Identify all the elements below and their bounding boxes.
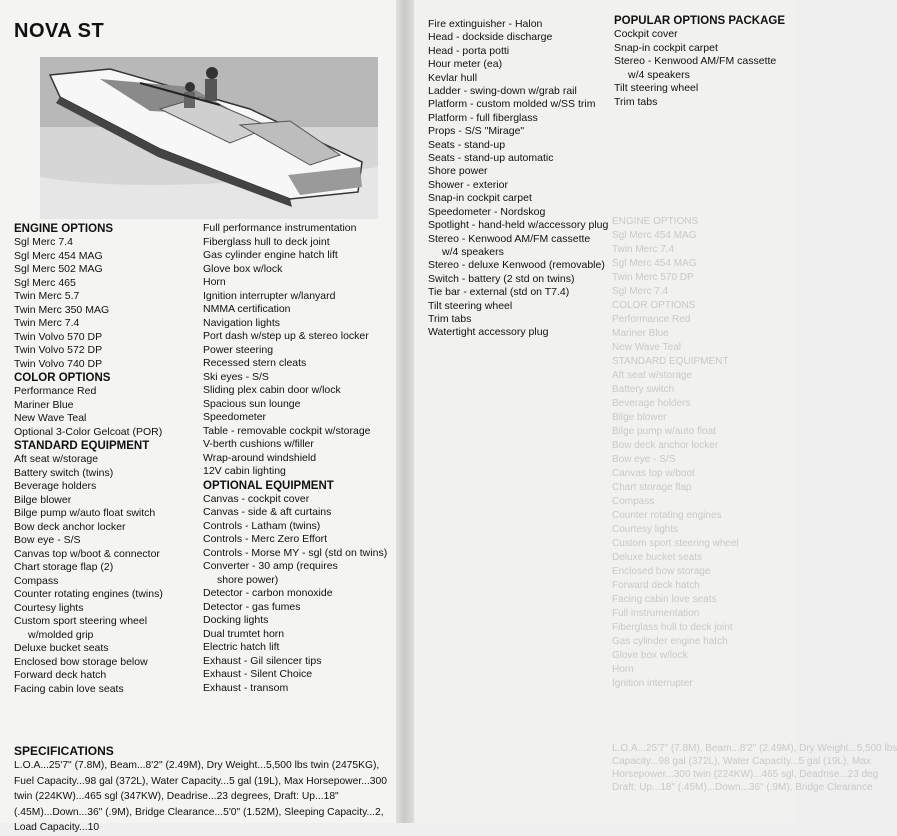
list-item: Ladder - swing-down w/grab rail [428,85,577,98]
list-item: Trim tabs [614,95,658,108]
popular-options-heading: POPULAR OPTIONS PACKAGE [614,15,786,27]
list-item: Aft seat w/storage [14,453,99,465]
list-item: Speedometer [203,411,267,423]
list-item: Detector - gas fumes [203,600,301,613]
standard-equipment-list-2 [203,222,387,479]
list-item: Battery switch (twins) [14,466,114,479]
list-item: Canvas - side & aft curtains [203,506,332,518]
engine-options-heading: ENGINE OPTIONS [14,223,114,235]
page-gutter [396,0,414,823]
list-item: Detector - carbon monoxide [203,587,333,599]
engine-options-list [14,236,163,371]
list-item: Ignition interrupter w/lanyard [203,289,336,302]
list-item: Gas cylinder engine hatch lift [203,249,338,261]
list-item: w/4 speakers [442,245,504,258]
list-item: Dual trumtet horn [203,627,285,640]
list-item: Glove box w/lock [203,262,283,275]
standard-equipment-heading: STANDARD EQUIPMENT [14,440,150,452]
specifications-heading: SPECIFICATIONS [14,744,114,758]
list-item: Snap-in cockpit carpet [428,192,532,205]
list-item: Counter rotating engines (twins) [14,588,163,600]
list-item: Twin Merc 7.4 [14,317,80,329]
list-item: Stereo - Kenwood AM/FM cassette [428,232,591,245]
list-item: Kevlar hull [428,71,478,84]
list-item: Sgl Merc 502 MAG [14,263,103,275]
bleed-through-text: ENGINE OPTIONS Sgl Merc 454 MAG Twin Merc 7.4 Sgl Merc 454 MAG Twin Merc 570 DP Sgl Merc 7.4 COLOR OPTIONS Performance Red Mariner Blue New Wave Teal STANDARD EQUIPMENT Aft seat w/storage Battery switch Beverage holders Bilge blower Bilge pump w/auto float Bow deck anchor locker Bow eye - S/S Canvas top w/boot Chart storage flap Compass Counter rotating engines Courtesy lights Custom sport steering wheel Deluxe bucket seats Enclosed bow storage Forward deck hatch Facing cabin love seats Full instrumentation Fiberglass hull to deck joint Gas cylinder engine hatch Glove box w/lock Horn Ignition interrupter [612,216,739,689]
color-options-list [14,385,163,439]
list-item: Courtesy lights [14,601,84,614]
list-item: Exhaust - transom [203,681,289,694]
list-item: Bow eye - S/S [14,534,81,546]
specifications-text: L.O.A...25'7" (7.8M), Beam...8'2" (2.49M), Dry Weight...5,500 lbs twin (2475KG), Fuel Capacity...98 gal (372L), Water Capacity...5 gal (19L), Max Horsepower...300 twin (224KW)...465 sgl (347KW), Deadrise...23 degrees, Draft: Up...18" (.45M)...Down...36" (.9M), Bridge Clearance...5'0" (1.52M), Sleeping Capacity...2, Load Capacity...10 [14,760,387,833]
list-item: Speedometer - Nordskog [428,205,546,218]
list-item: Cockpit cover [614,28,678,40]
list-item: Port dash w/step up & stereo locker [203,330,369,342]
list-item: Seats - stand-up automatic [428,152,554,165]
list-item: Sgl Merc 454 MAG [14,249,103,262]
list-item: Navigation lights [203,316,281,329]
list-item: Ski eyes - S/S [203,370,269,383]
list-item: Stereo - Kenwood AM/FM cassette [614,55,777,67]
list-item: Stereo - deluxe Kenwood (removable) [428,259,605,272]
list-item: Docking lights [203,614,269,626]
list-item: w/molded grip [28,628,94,641]
middle-column [203,222,387,695]
list-item: Shore power [428,165,488,178]
list-item: Spacious sun lounge [203,397,301,410]
list-item: Twin Merc 350 MAG [14,303,110,316]
right-column-options [428,18,608,340]
popular-options-list [614,28,785,109]
specifications-section [14,744,394,836]
optional-equipment-list-2 [428,18,608,340]
list-item: Head - dockside discharge [428,31,553,44]
list-item: Tilt steering wheel [428,299,513,312]
list-item: Platform - custom molded w/SS trim [428,98,596,111]
list-item: Performance Red [14,385,97,397]
list-item: Controls - Morse MY - sgl (std on twins) [203,546,388,559]
list-item: Spotlight - hand-held w/accessory plug [428,219,609,232]
list-item: Exhaust - Silent Choice [203,668,313,680]
optional-equipment-list-1 [203,493,387,696]
list-item: Compass [14,574,59,587]
list-item: Power steering [203,343,274,356]
list-item: Beverage holders [14,480,97,492]
color-options-heading: COLOR OPTIONS [14,372,111,384]
standard-equipment-list-1 [14,453,163,696]
list-item: shore power) [217,573,279,586]
list-item: Converter - 30 amp (requires [203,560,338,572]
list-item: Shower - exterior [428,178,508,191]
list-item: Chart storage flap (2) [14,561,114,573]
list-item: Tilt steering wheel [614,82,699,94]
list-item: Seats - stand-up [428,138,506,151]
list-item: Twin Volvo 740 DP [14,357,103,370]
list-item: Snap-in cockpit carpet [614,41,718,54]
boat-photo [40,57,378,219]
list-item: Electric hatch lift [203,641,280,653]
list-item: Hour meter (ea) [428,58,503,71]
list-item: Sgl Merc 7.4 [14,236,73,248]
list-item: Bilge blower [14,493,72,506]
list-item: Bow deck anchor locker [14,520,126,533]
list-item: Recessed stern cleats [203,357,307,369]
list-item: Twin Merc 5.7 [14,290,80,302]
list-item: Controls - Latham (twins) [203,519,321,532]
list-item: New Wave Teal [14,412,87,424]
list-item: Fiberglass hull to deck joint [203,235,330,248]
list-item: Custom sport steering wheel [14,615,148,627]
list-item: Wrap-around windshield [203,451,317,464]
list-item: Canvas - cockpit cover [203,492,310,505]
list-item: NMMA certification [203,303,291,315]
list-item: Enclosed bow storage below [14,655,148,668]
list-item: Exhaust - Gil silencer tips [203,654,322,667]
list-item: Controls - Merc Zero Effort [203,533,328,545]
list-item: Trim tabs [428,312,472,325]
list-item: Head - porta potti [428,44,510,57]
list-item: w/4 speakers [628,68,690,81]
optional-equipment-heading: OPTIONAL EQUIPMENT [203,479,334,492]
list-item: V-berth cushions w/filler [203,438,314,450]
list-item: Platform - full fiberglass [428,111,538,124]
right-column-package [614,14,785,109]
list-item: Canvas top w/boot & connector [14,547,160,560]
list-item: Watertight accessory plug [428,326,549,339]
list-item: Switch - battery (2 std on twins) [428,272,575,285]
bleed-through-specs: L.O.A...25'7" (7.8M), Beam...8'2" (2.49M), Dry Weight...5,500 lbs Capacity...98 gal (372L), Water Capacity...5 gal (19L), Max Horsepower...300 twin (224KW)...465 sgl, Deadrise...23 deg Draft: Up...18" (.45M)...Down...36" (.9M), Bridge Clearance [612,743,897,793]
list-item: Facing cabin love seats [14,682,124,695]
list-item: 12V cabin lighting [203,465,286,477]
list-item: Horn [203,276,226,288]
list-item: Deluxe bucket seats [14,642,109,654]
list-item: Twin Volvo 572 DP [14,344,103,356]
left-column [14,222,163,696]
list-item: Table - removable cockpit w/storage [203,424,371,437]
list-item: Sliding plex cabin door w/lock [203,384,341,396]
list-item: Full performance instrumentation [203,222,357,234]
list-item: Twin Volvo 570 DP [14,330,103,343]
list-item: Optional 3-Color Gelcoat (POR) [14,425,163,438]
speedboat-illustration [40,57,378,219]
list-item: Mariner Blue [14,398,74,411]
list-item: Forward deck hatch [14,669,107,681]
model-title: NOVA ST [14,20,105,42]
list-item: Bilge pump w/auto float switch [14,507,156,519]
list-item: Fire extinguisher - Halon [428,18,543,30]
list-item: Sgl Merc 465 [14,276,76,289]
list-item: Props - S/S "Mirage" [428,125,525,138]
list-item: Tie bar - external (std on T7.4) [428,286,570,299]
